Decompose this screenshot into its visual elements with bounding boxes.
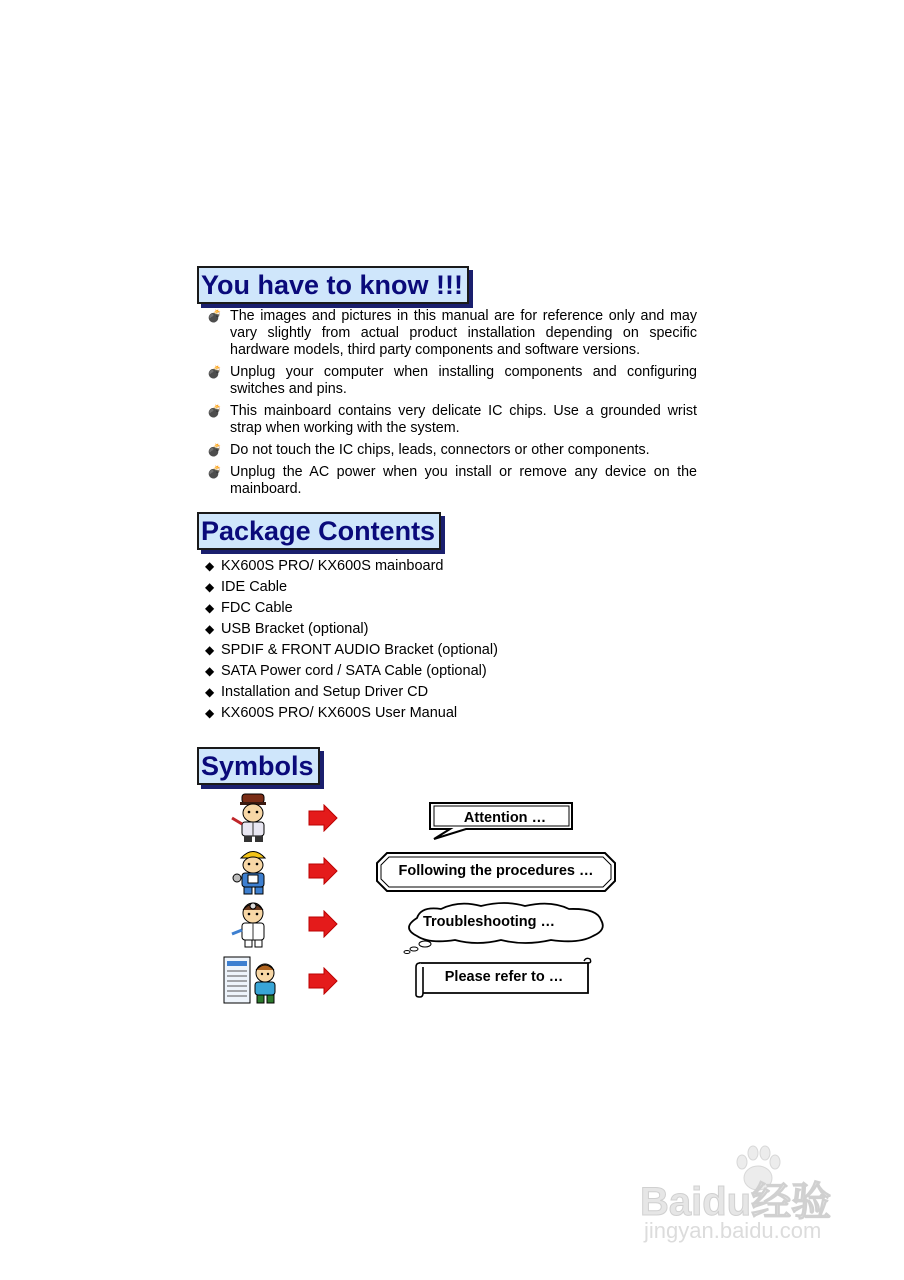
list-item — [207, 403, 697, 437]
heading-package-contents: Package Contents — [197, 512, 441, 550]
baidu-watermark — [640, 1162, 860, 1252]
list-item-text: IDE Cable — [221, 579, 288, 595]
worker-character-icon — [220, 845, 284, 897]
diamond-bullet-icon: ◆ — [205, 706, 215, 720]
red-arrow-icon — [308, 967, 338, 995]
police-character-icon — [220, 792, 284, 844]
watermark-brand: Baidu经验 — [640, 1180, 832, 1224]
callout-procedures-text: Following the procedures … — [398, 863, 594, 879]
symbol-row-troubleshooting — [220, 898, 640, 950]
list-item — [205, 662, 498, 683]
list-item — [205, 557, 498, 578]
bomb-bullet-icon: 💣 — [207, 443, 222, 457]
precautions-list — [207, 308, 697, 503]
list-item — [207, 442, 697, 459]
diamond-bullet-icon: ◆ — [205, 601, 215, 615]
doctor-character-icon — [220, 898, 284, 950]
list-item — [207, 308, 697, 359]
list-item-text: Unplug the AC power when you install or remove any device on the mainboard. — [230, 464, 697, 497]
diamond-bullet-icon: ◆ — [205, 664, 215, 678]
list-item — [205, 578, 498, 599]
package-contents-list — [205, 557, 498, 725]
list-item-text: The images and pictures in this manual are for reference only and may vary slightly from actual product installation depending on specific hardware models, third party components and software versions. — [230, 308, 697, 358]
list-item — [205, 641, 498, 662]
list-item — [207, 464, 697, 498]
list-item-text: Installation and Setup Driver CD — [221, 684, 429, 700]
list-item-text: FDC Cable — [221, 600, 293, 616]
list-item — [205, 683, 498, 704]
symbol-row-refer — [220, 955, 640, 1007]
symbol-row-procedures — [220, 845, 640, 897]
bomb-bullet-icon: 💣 — [207, 365, 222, 379]
diamond-bullet-icon: ◆ — [205, 685, 215, 699]
list-item — [205, 704, 498, 725]
red-arrow-icon — [308, 857, 338, 885]
list-item-text: KX600S PRO/ KX600S mainboard — [221, 558, 444, 574]
callout-refer-text: Please refer to … — [444, 969, 564, 985]
diamond-bullet-icon: ◆ — [205, 580, 215, 594]
callout-troubleshooting-text: Troubleshooting … — [422, 914, 556, 930]
symbol-row-attention — [220, 792, 640, 844]
list-item-text: Unplug your computer when installing components and configuring switches and pins. — [230, 364, 697, 397]
list-item-text: SPDIF & FRONT AUDIO Bracket (optional) — [221, 642, 498, 658]
list-item — [205, 599, 498, 620]
list-item-text: KX600S PRO/ KX600S User Manual — [221, 705, 458, 721]
red-arrow-icon — [308, 910, 338, 938]
bomb-bullet-icon: 💣 — [207, 465, 222, 479]
list-item-text: SATA Power cord / SATA Cable (optional) — [221, 663, 487, 679]
red-arrow-icon — [308, 804, 338, 832]
list-item-text: USB Bracket (optional) — [221, 621, 369, 637]
watermark-url: jingyan.baidu.com — [644, 1218, 822, 1243]
callout-attention-text: Attention … — [463, 810, 547, 826]
list-item — [205, 620, 498, 641]
heading-you-have-to-know: You have to know !!! — [197, 266, 469, 304]
list-item-text: Do not touch the IC chips, leads, connectors or other components. — [230, 442, 650, 458]
diamond-bullet-icon: ◆ — [205, 622, 215, 636]
bomb-bullet-icon: 💣 — [207, 404, 222, 418]
list-item — [207, 364, 697, 398]
heading-symbols: Symbols — [197, 747, 320, 785]
reader-character-icon — [220, 955, 284, 1007]
diamond-bullet-icon: ◆ — [205, 643, 215, 657]
list-item-text: This mainboard contains very delicate IC chips. Use a grounded wrist strap when working with the system. — [230, 403, 697, 436]
diamond-bullet-icon: ◆ — [205, 559, 215, 573]
bomb-bullet-icon: 💣 — [207, 309, 222, 323]
